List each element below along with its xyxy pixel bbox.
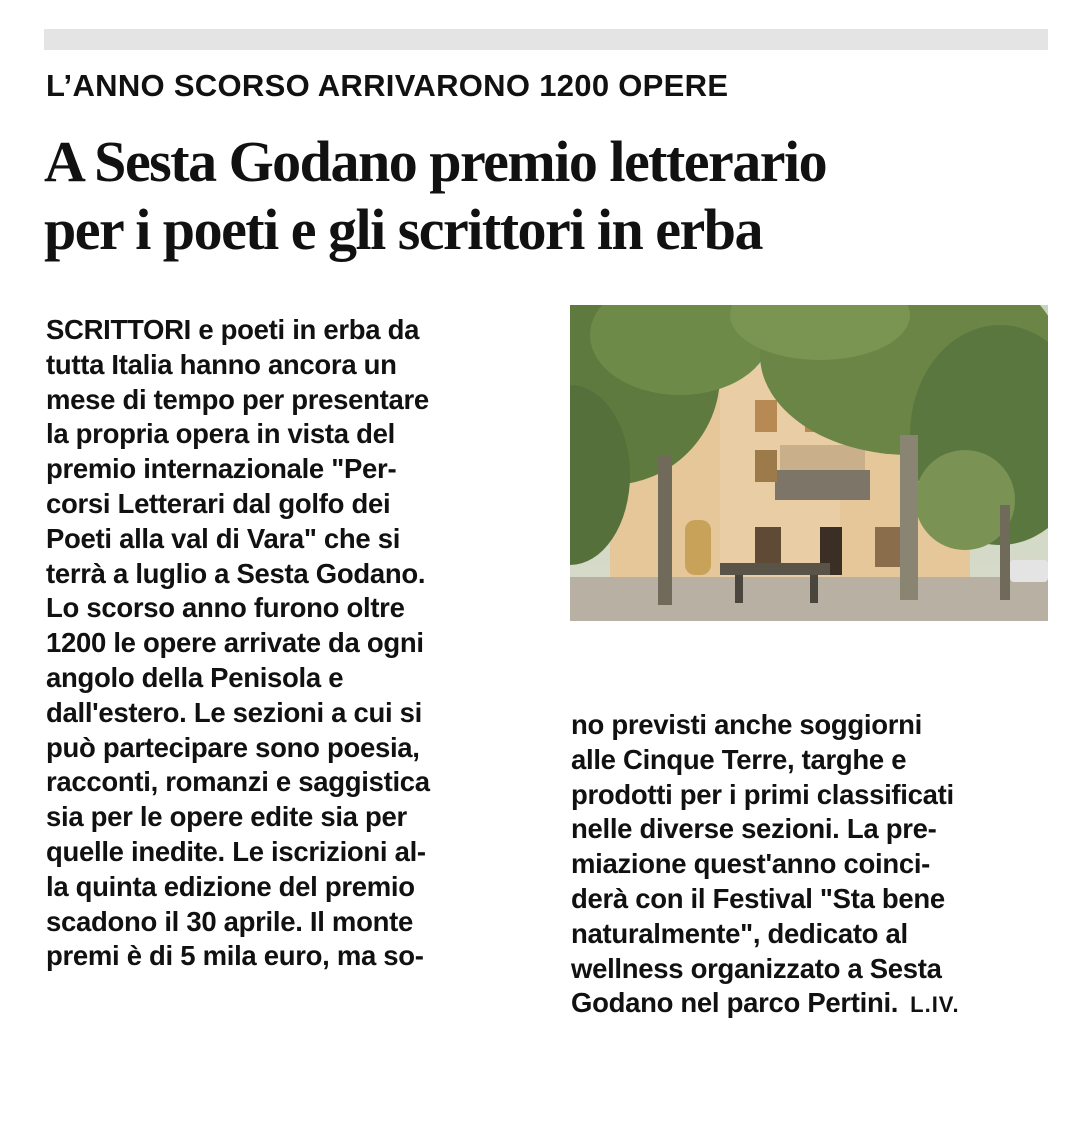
body-line: racconti, romanzi e saggistica xyxy=(46,766,430,798)
body-line: Lo scorso anno furono oltre xyxy=(46,592,405,624)
body-line: 1200 le opere arrivate da ogni xyxy=(46,627,424,659)
body-last-line xyxy=(571,986,1051,1023)
top-rule-bar xyxy=(44,29,1048,50)
body-line: la propria opera in vista del xyxy=(46,418,395,450)
article-kicker: L’ANNO SCORSO ARRIVARONO 1200 OPERE xyxy=(46,68,729,103)
author-signature: L.IV. xyxy=(910,992,960,1018)
body-line: nelle diverse sezioni. La pre- xyxy=(571,813,937,845)
photo-building-among-trees xyxy=(570,305,1048,621)
body-line: corsi Letterari dal golfo dei xyxy=(46,487,391,519)
body-column-left xyxy=(46,313,546,974)
body-line: dall'estero. Le sezioni a cui si xyxy=(46,696,422,728)
body-line: la quinta edizione del premio xyxy=(46,870,415,902)
article-headline xyxy=(44,128,1044,264)
body-line: prodotti per i primi classificati xyxy=(571,778,954,810)
body-line: premio internazionale "Per- xyxy=(46,453,397,485)
body-line: angolo della Penisola e xyxy=(46,661,344,693)
headline-line-2: per i poeti e gli scrittori in erba xyxy=(44,197,762,262)
body-line: derà con il Festival "Sta bene xyxy=(571,882,945,914)
body-line: premi è di 5 mila euro, ma so- xyxy=(46,940,424,972)
body-line: tutta Italia hanno ancora un xyxy=(46,348,397,380)
body-line: quelle inedite. Le iscrizioni al- xyxy=(46,835,426,867)
article-photo xyxy=(570,305,1048,621)
body-line-text: Godano nel parco Pertini. xyxy=(571,987,899,1019)
body-line: sia per le opere edite sia per xyxy=(46,801,407,833)
body-line: no previsti anche soggiorni xyxy=(571,709,922,740)
body-line: scadono il 30 aprile. Il monte xyxy=(46,905,413,937)
body-column-right xyxy=(571,708,1051,1023)
body-line: Poeti alla val di Vara" che si xyxy=(46,522,401,554)
body-line: wellness organizzato a Sesta xyxy=(571,952,942,984)
body-line: alle Cinque Terre, targhe e xyxy=(571,743,907,775)
body-line: mese di tempo per presentare xyxy=(46,383,429,415)
headline-line-1: A Sesta Godano premio letterario xyxy=(44,129,827,194)
body-line: naturalmente", dedicato al xyxy=(571,917,908,949)
body-line: può partecipare sono poesia, xyxy=(46,731,420,763)
body-line: terrà a luglio a Sesta Godano. xyxy=(46,557,426,589)
body-line: miazione quest'anno coinci- xyxy=(571,848,931,880)
body-line: SCRITTORI e poeti in erba da xyxy=(46,314,420,345)
